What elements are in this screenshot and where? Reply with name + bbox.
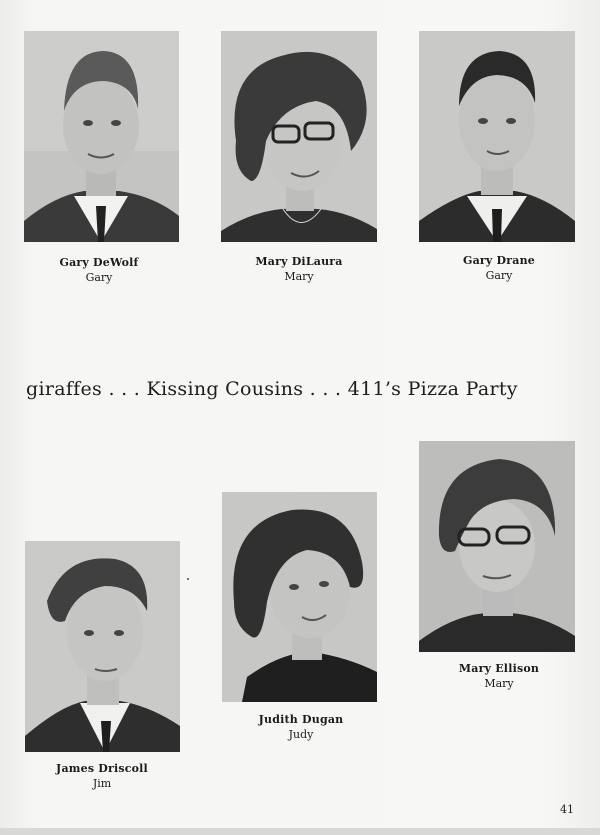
activities-tagline: giraffes . . . Kissing Cousins . . . 411’s Pizza Party bbox=[26, 378, 518, 400]
student-full-name: James Driscoll bbox=[56, 762, 148, 775]
student-nickname: Judy bbox=[288, 728, 314, 741]
portrait-photo bbox=[419, 31, 575, 242]
student-full-name: Gary Drane bbox=[463, 254, 535, 267]
student-caption bbox=[22, 762, 182, 790]
student-caption bbox=[219, 255, 379, 283]
student-nickname: Gary bbox=[85, 271, 113, 284]
print-speck bbox=[187, 578, 189, 580]
portrait-photo bbox=[222, 492, 377, 702]
student-full-name: Gary DeWolf bbox=[59, 256, 139, 269]
student-nickname: Gary bbox=[485, 269, 513, 282]
student-nickname: Mary bbox=[484, 677, 514, 690]
student-nickname: Mary bbox=[284, 270, 314, 283]
student-caption bbox=[19, 256, 179, 284]
student-nickname: Jim bbox=[92, 777, 112, 790]
student-caption bbox=[221, 713, 381, 741]
student-full-name: Mary DiLaura bbox=[255, 255, 343, 268]
student-caption bbox=[419, 254, 579, 282]
portrait-photo bbox=[221, 31, 377, 242]
portrait-photo bbox=[419, 441, 575, 652]
student-full-name: Mary Ellison bbox=[458, 662, 540, 675]
portrait-photo bbox=[25, 541, 180, 752]
student-caption bbox=[419, 662, 579, 690]
page-number: 41 bbox=[560, 803, 574, 816]
student-full-name: Judith Dugan bbox=[258, 713, 344, 726]
portrait-photo bbox=[24, 31, 179, 242]
page-bottom-edge bbox=[0, 828, 600, 835]
